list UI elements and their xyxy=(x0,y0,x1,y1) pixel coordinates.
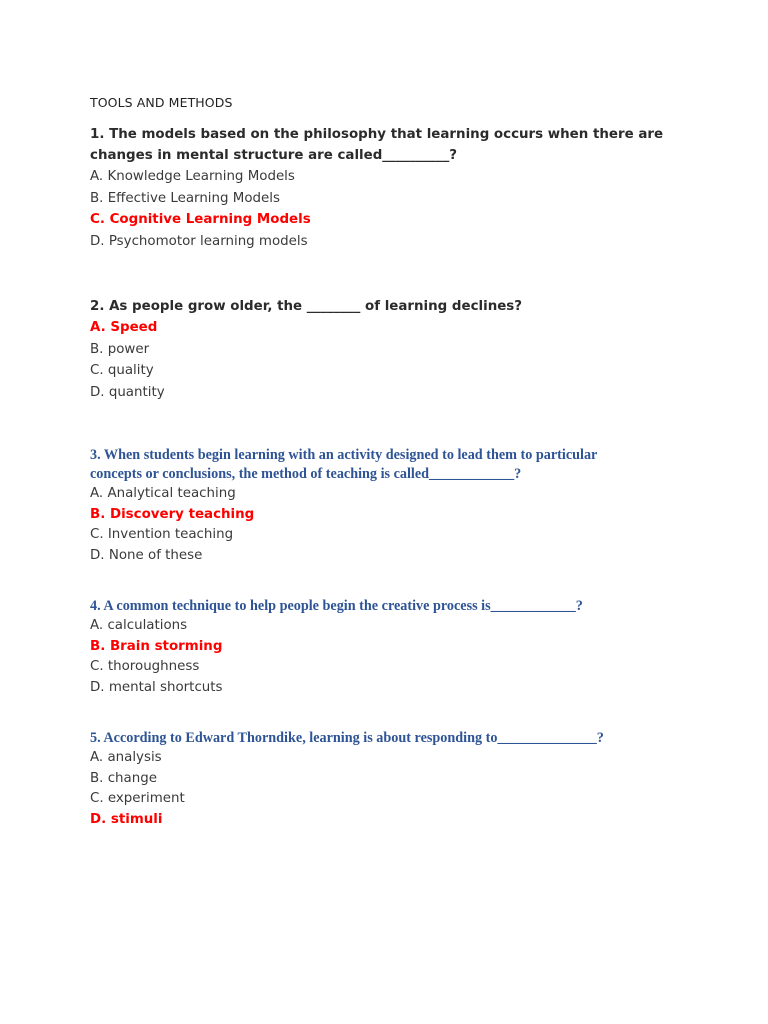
question-1 xyxy=(90,124,690,252)
question-4-option-a: A. calculations xyxy=(90,618,188,633)
question-5-text: 5. According to Edward Thorndike, learning is about responding to______________? xyxy=(90,730,604,746)
question-5-option-a: A. analysis xyxy=(90,750,162,765)
question-2-text: 2. As people grow older, the ________ of learning declines? xyxy=(90,299,523,314)
question-4-option-c: C. thoroughness xyxy=(90,659,200,674)
question-3-option-b-answer: B. Discovery teaching xyxy=(90,506,255,522)
question-5-option-d-answer: D. stimuli xyxy=(90,811,163,827)
question-1-option-b: B. Effective Learning Models xyxy=(90,190,280,206)
question-4-text: 4. A common technique to help people begin the creative process is____________? xyxy=(90,598,583,614)
question-3-text-line-2: concepts or conclusions, the method of teaching is called____________? xyxy=(90,466,522,482)
question-2-option-a-answer: A. Speed xyxy=(90,320,158,335)
question-4-option-b-answer: B. Brain storming xyxy=(90,638,223,654)
question-3 xyxy=(90,446,690,566)
question-2-option-d: D. quantity xyxy=(90,384,165,400)
document-title: TOOLS AND METHODS xyxy=(90,95,233,110)
question-2-option-b: B. power xyxy=(90,341,150,357)
question-3-option-d: D. None of these xyxy=(90,547,203,563)
question-3-option-c: C. Invention teaching xyxy=(90,527,234,542)
question-1-option-d: D. Psychomotor learning models xyxy=(90,233,308,249)
question-3-option-a: A. Analytical teaching xyxy=(90,486,236,501)
question-4 xyxy=(90,597,690,698)
question-1-option-c-answer: C. Cognitive Learning Models xyxy=(90,212,311,227)
question-1-text-line-1: 1. The models based on the philosophy that learning occurs when there are xyxy=(90,127,664,142)
question-4-option-d: D. mental shortcuts xyxy=(90,679,223,695)
question-2-option-c: C. quality xyxy=(90,363,154,378)
question-1-text-line-2: changes in mental structure are called__________? xyxy=(90,148,458,163)
question-5 xyxy=(90,729,690,830)
question-5-option-b: B. change xyxy=(90,770,157,786)
question-3-text-line-1: 3. When students begin learning with an activity designed to lead them to particular xyxy=(90,447,598,463)
question-2 xyxy=(90,296,690,403)
question-5-option-c: C. experiment xyxy=(90,791,185,806)
question-1-option-a: A. Knowledge Learning Models xyxy=(90,169,295,184)
